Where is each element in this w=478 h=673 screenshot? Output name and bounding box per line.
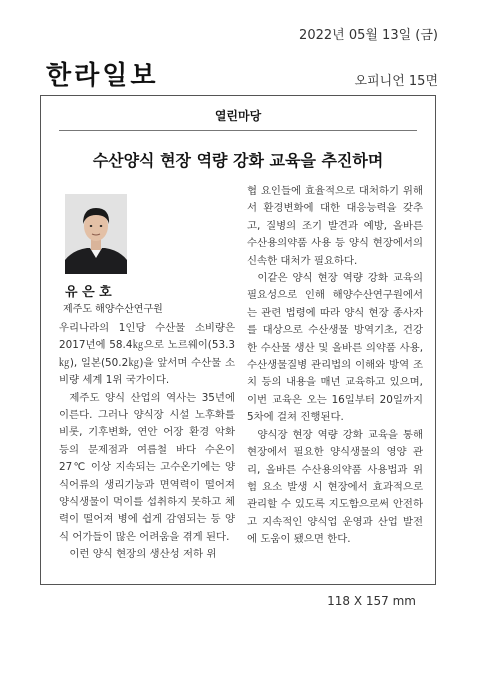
newspaper-masthead: 한라일보 bbox=[46, 61, 159, 91]
paragraph: 제주도 양식 산업의 역사는 35년에 이른다. 그러나 양식장 시설 노후화를 비롯, 기후변화, 연안 어장 환경 악화 등의 문제점과 여름철 바다 수온이 27℃ 이상 지속되는 고수온기에는 양식어류의 생리기능과 면역력이 떨어져 양식생물이 먹이를 섭취하지 못하고 체력이 떨어져 병에 쉽게 감염되는 등 양식 어가들이 많은 어려움을 겪게 된다. bbox=[59, 391, 235, 543]
column-tag: 열린마당 bbox=[214, 109, 262, 123]
paragraph: 우리나라의 1인당 수산물 소비량은 2017년에 58.4㎏으로 노르웨이(53.3㎏), 일본(50.2㎏)을 앞서며 수산물 소비량 세계 1위 국가이다. bbox=[59, 322, 235, 387]
author-photo-image bbox=[65, 194, 127, 274]
article-clipping bbox=[40, 95, 436, 585]
author-photo bbox=[65, 194, 127, 274]
paragraph: 이런 양식 현장의 생산성 저하 위 bbox=[69, 548, 217, 561]
divider bbox=[59, 130, 417, 131]
paragraph: 협 요인들에 효율적으로 대처하기 위해서 환경변화에 대한 대응능력을 갖추고, 질병의 조기 발견과 예방, 올바른 수산용의약품 사용 등 양식 현장에서의 신속한 대처가 필요하다. bbox=[247, 185, 423, 267]
body-column-left bbox=[59, 320, 235, 564]
author-name: 유 은 호 bbox=[65, 285, 112, 300]
clip-dimensions: 118 X 157 mm bbox=[327, 594, 416, 608]
body-column-right bbox=[247, 183, 423, 549]
paragraph: 양식장 현장 역량 강화 교육을 통해 현장에서 필요한 양식생물의 영양 관리, 올바른 수산용의약품 사용법과 위험 요소 발생 시 현장에서 효과적으로 관리할 수 있도록 지도함으로써 안전하고 지속적인 양식업 운영과 산업 발전에 도움이 됐으면 한다. bbox=[247, 428, 423, 546]
author-affiliation: 제주도 해양수산연구원 bbox=[63, 304, 163, 315]
publication-date: 2022년 05월 13일 (금) bbox=[299, 28, 438, 43]
section-page: 오피니언 15면 bbox=[354, 74, 438, 89]
headline: 수산양식 현장 역량 강화 교육을 추진하며 bbox=[92, 151, 384, 170]
paragraph: 이같은 양식 현장 역량 강화 교육의 필요성으로 인해 해양수산연구원에서는 관련 법령에 따라 양식 현장 종사자를 대상으로 수산생물 방역기초, 건강한 수산물 생산 및 올바른 의약품 사용, 수산생물질병 관리법의 이해와 방역 조치 등의 내용을 매년 교육하고 있으며, 이번 교육은 오는 16일부터 20일까지 5차에 걸쳐 진행된다. bbox=[247, 272, 423, 424]
